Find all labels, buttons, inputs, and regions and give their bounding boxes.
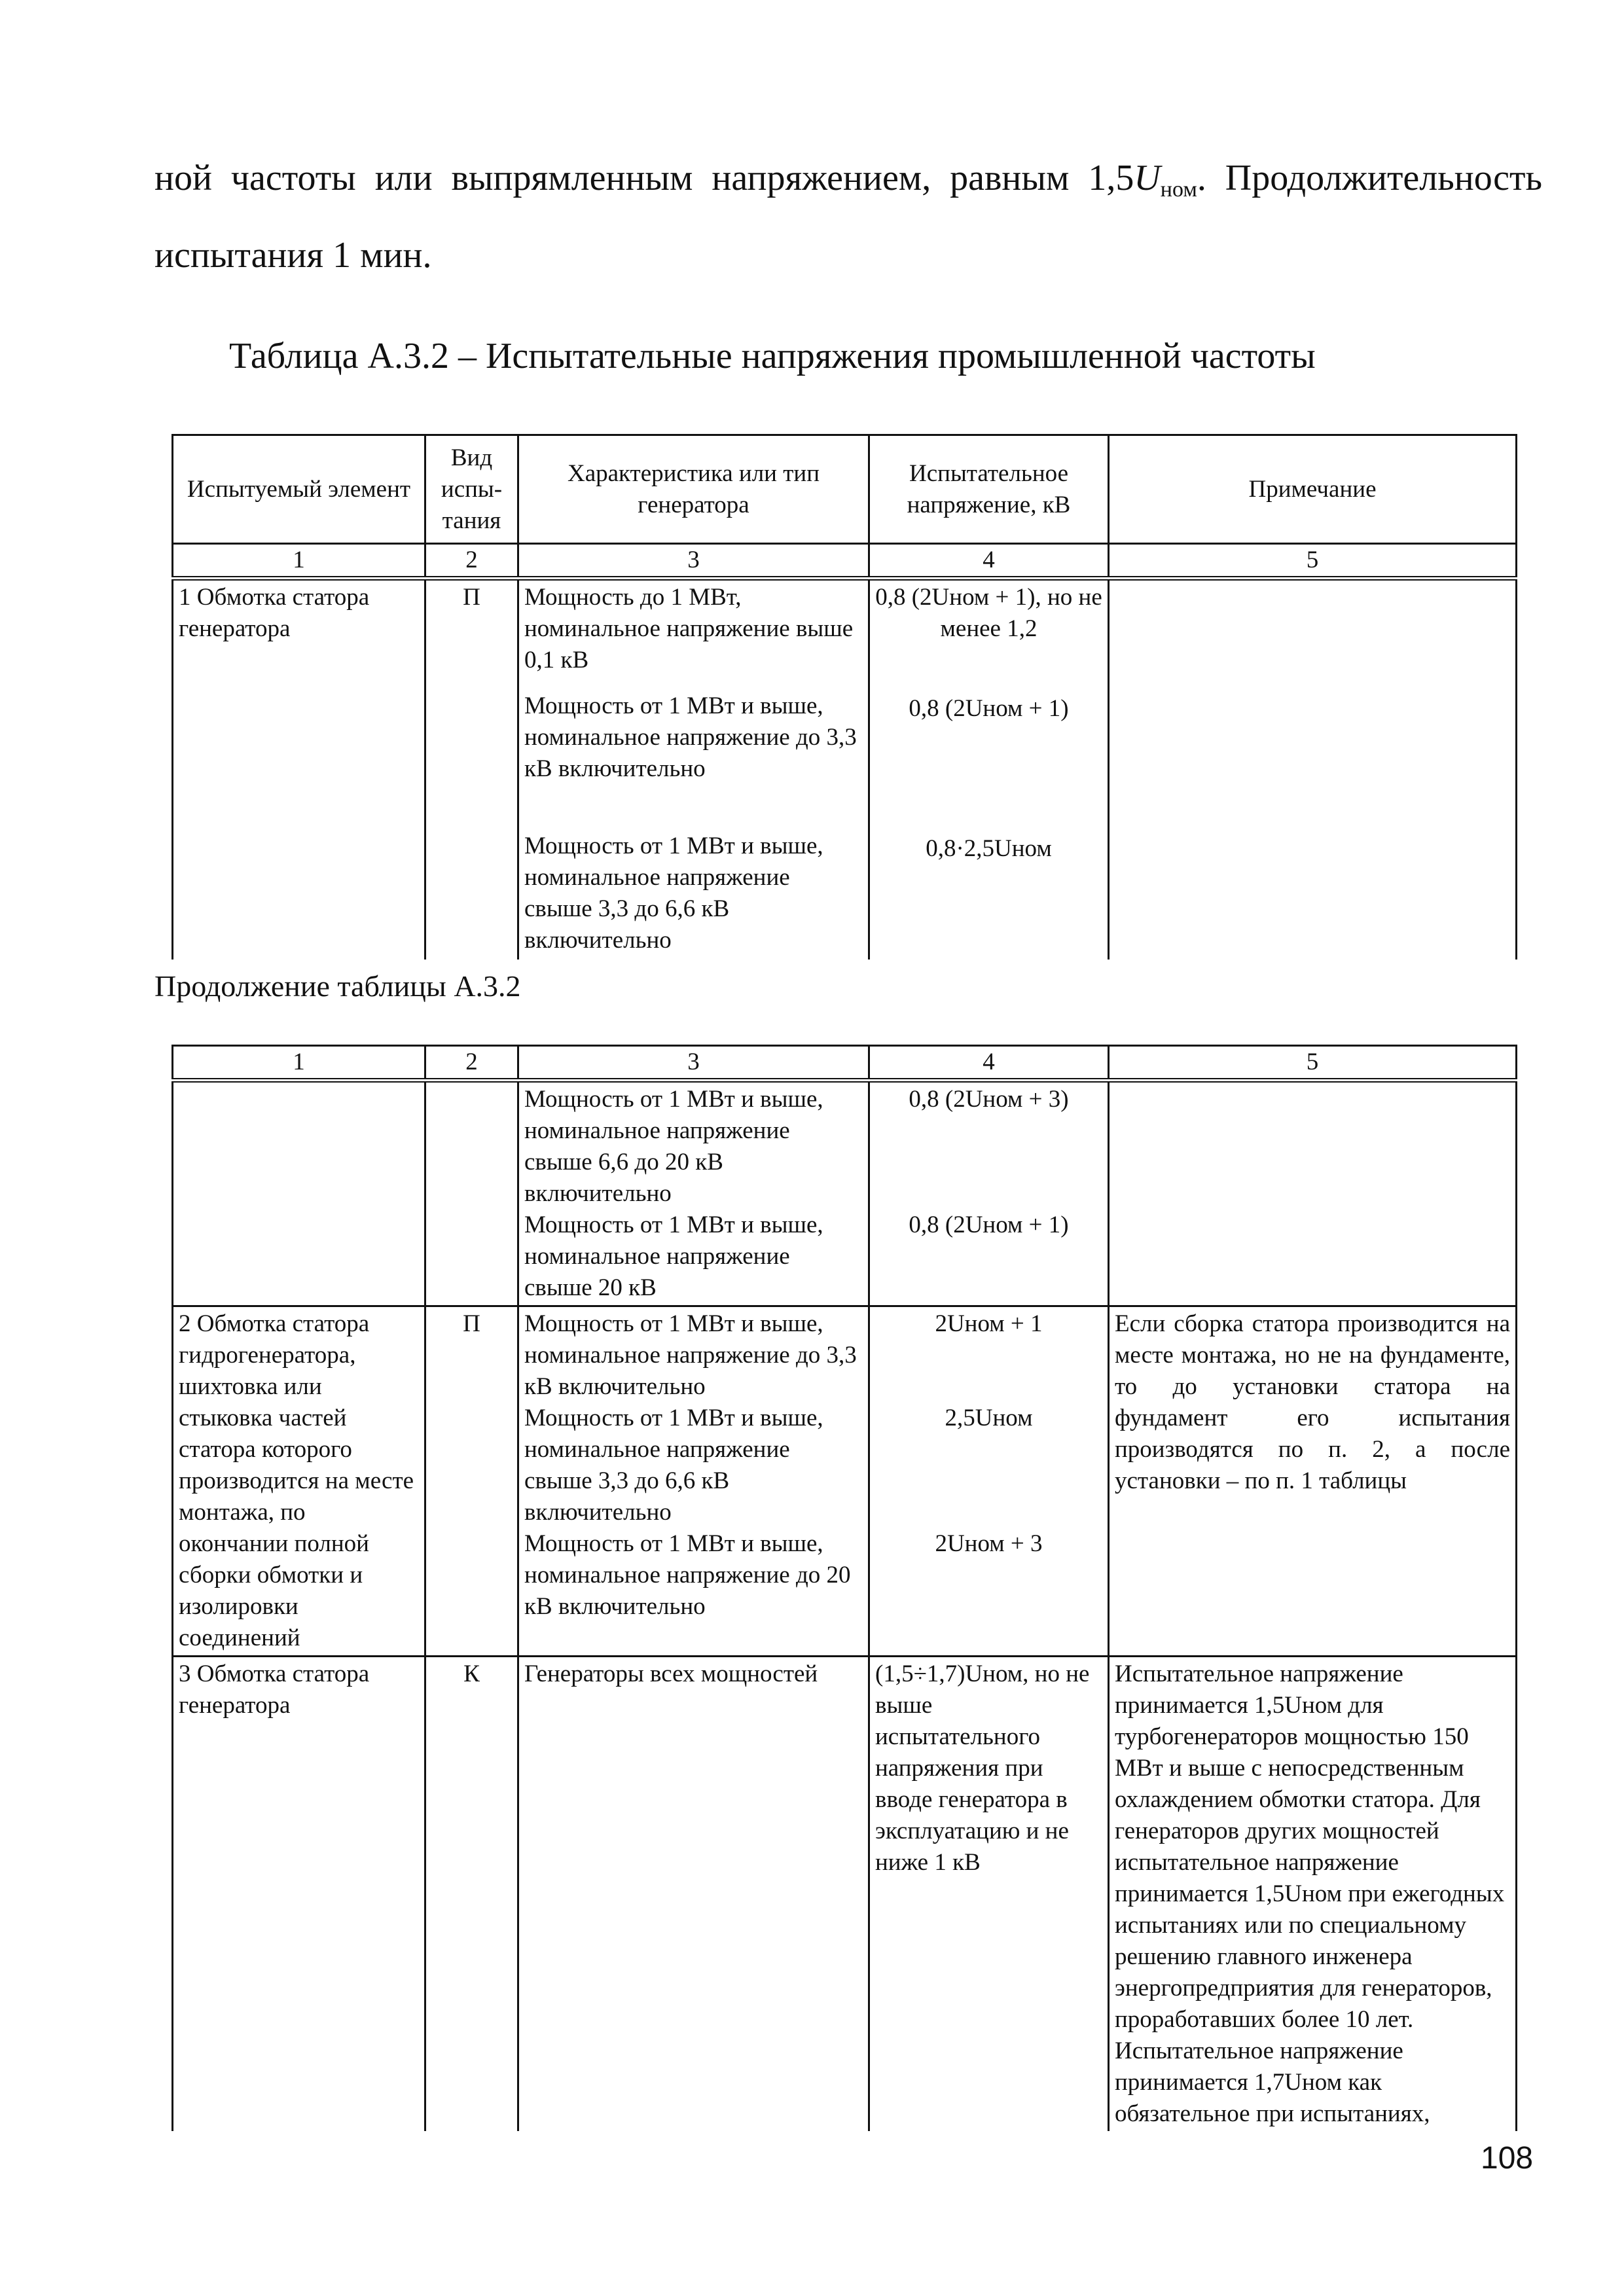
intro-line-1: ной частоты или выпрямленным напряжением, равным $1,5U_{ном}$. Продолжительность (154, 158, 1542, 202)
characteristic-item: Мощность от 1 МВт и выше, номинальное напряжение свыше 3,3 до 6,6 кВ включительно (524, 833, 823, 954)
table-part-2 (171, 1045, 1517, 2131)
characteristic-cell (518, 1306, 869, 1657)
col-number: 3 (518, 544, 869, 579)
intro-paragraph (154, 145, 1542, 288)
characteristic-cell (518, 579, 869, 960)
table-caption: Таблица А.3.2 – Испытательные напряжения промышленной частоты (229, 336, 1316, 376)
table-row (173, 1306, 1517, 1657)
header-element: Испытуемый элемент (173, 435, 425, 544)
voltage-item: 0,8 (2Uном + 3) (909, 1086, 1069, 1113)
page-number: 108 (1481, 2141, 1534, 2176)
element-cell (173, 1081, 425, 1306)
test-type-cell: П (425, 579, 518, 960)
characteristic-item: Мощность от 1 МВт и выше, номинальное напряжение свыше 20 кВ (524, 1211, 823, 1301)
test-type-cell (425, 1081, 518, 1306)
col-number: 3 (518, 1046, 869, 1081)
col-number: 4 (869, 1046, 1109, 1081)
column-number-row (173, 544, 1517, 579)
table-row (173, 1657, 1517, 2132)
table-row (173, 1081, 1517, 1306)
continuation-caption: Продолжение таблицы А.3.2 (154, 969, 521, 1003)
voltage-item: 2Uном + 3 (935, 1530, 1043, 1557)
header-row (173, 435, 1517, 544)
note-cell: Испытательное напряжение принимается 1,5Uном для турбогенераторов мощностью 150 МВт и выше с непосредственным охлаждением обмотки статора. Для генераторов других мощностей испытательное напряжение принимается 1,5Uном при ежегодных испытаниях или по специальному решению главного инженера энергопредприятия для генераторов, проработавших более 10 лет. Испытательное напряжение принимается 1,7Uном как обязательное при испытаниях, (1109, 1657, 1517, 2132)
characteristic-item: Мощность от 1 МВт и выше, номинальное напряжение до 20 кВ включительно (524, 1530, 851, 1620)
header-characteristic: Характеристика или тип генератора (518, 435, 869, 544)
element-cell: 2 Обмотка статора гидрогенератора, шихтовка или стыковка частей статора которого производится на месте монтажа, по окончании полной сборки обмотки и изолировки соединений (173, 1306, 425, 1657)
col-number: 4 (869, 544, 1109, 579)
col-number: 5 (1109, 544, 1517, 579)
note-cell (1109, 1081, 1517, 1306)
table-part-1 (171, 434, 1517, 960)
header-note: Примечание (1109, 435, 1517, 544)
voltage-cell (869, 1081, 1109, 1306)
col-number: 2 (425, 1046, 518, 1081)
test-type-cell: П (425, 1306, 518, 1657)
voltage-item: 0,8 (2Uном + 1), но не менее 1,2 (875, 584, 1102, 642)
intro-line-2: испытания 1 мин. (154, 235, 432, 276)
characteristic-item: Мощность от 1 МВт и выше, номинальное напряжение свыше 3,3 до 6,6 кВ включительно (524, 1405, 823, 1526)
table-row (173, 579, 1517, 960)
voltage-item: 0,8 (2Uном + 1) (909, 695, 1069, 722)
characteristic-item: Мощность от 1 МВт и выше, номинальное напряжение свыше 6,6 до 20 кВ включительно (524, 1086, 823, 1207)
col-number: 2 (425, 544, 518, 579)
note-cell (1109, 579, 1517, 960)
element-cell: 1 Обмотка статора генератора (173, 579, 425, 960)
test-type-cell: К (425, 1657, 518, 2132)
characteristic-item: Мощность от 1 МВт и выше, номинальное напряжение до 3,3 кВ включительно (524, 692, 857, 782)
col-number: 5 (1109, 1046, 1517, 1081)
voltage-cell (869, 1306, 1109, 1657)
header-type: Вид испы-тания (425, 435, 518, 544)
characteristic-cell: Генераторы всех мощностей (518, 1657, 869, 2132)
col-number: 1 (173, 1046, 425, 1081)
characteristic-item: Мощность от 1 МВт и выше, номинальное напряжение до 3,3 кВ включительно (524, 1310, 857, 1400)
voltage-item: 0,8 (2Uном + 1) (909, 1211, 1069, 1238)
note-cell: Если сборка статора производится на месте монтажа, но не на фундаменте, то до установки статора на фундамент его испытания производятся по п. 2, а после установки – по п. 1 таблицы (1109, 1306, 1517, 1657)
element-cell: 3 Обмотка статора генератора (173, 1657, 425, 2132)
header-voltage: Испытательное напряжение, кВ (869, 435, 1109, 544)
characteristic-item: Мощность до 1 МВт, номинальное напряжение выше 0,1 кВ (524, 584, 854, 673)
characteristic-cell (518, 1081, 869, 1306)
col-number: 1 (173, 544, 425, 579)
voltage-item: 2,5Uном (945, 1405, 1033, 1431)
voltage-cell: (1,5÷1,7)Uном, но не выше испытательного напряжения при вводе генератора в эксплуатацию и не ниже 1 кВ (869, 1657, 1109, 2132)
voltage-cell (869, 579, 1109, 960)
voltage-item: 2Uном + 1 (935, 1310, 1043, 1337)
column-number-row (173, 1046, 1517, 1081)
voltage-item: 0,8·2,5Uном (926, 835, 1052, 862)
